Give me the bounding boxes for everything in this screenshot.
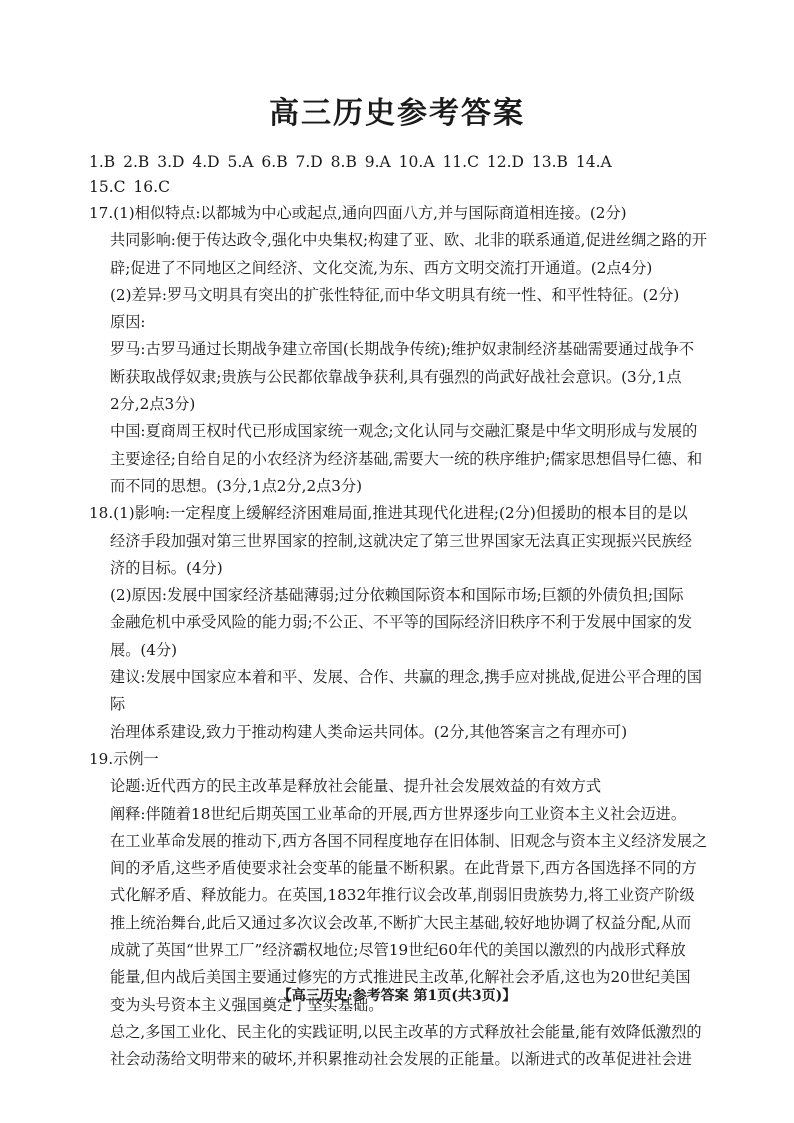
q17-line: 2分,2点3分) <box>110 395 196 414</box>
answer-content <box>89 200 709 1074</box>
q18-line: 济的目标。(4分) <box>110 558 223 577</box>
q17-line: 主要途径;自给自足的小农经济为经济基础,需要大一统的秩序维护;儒家思想倡导仁德、和 <box>110 449 703 468</box>
q17-line: 罗马:古罗马通过长期战争建立帝国(长期战争传统);维护奴隶制经济基础需要通过战争不 <box>110 340 695 359</box>
q19-line: 式化解矛盾、释放能力。在英国,1832年推行议会改革,削弱旧贵族势力,将工业资产阶级 <box>110 886 695 905</box>
q18-line: 治理体系建设,致力于推动构建人类命运共同体。(2分,其他答案言之有理亦可) <box>110 722 628 741</box>
q17-line: 原因: <box>110 313 146 332</box>
page-title: 高三历史参考答案 <box>269 96 525 131</box>
q19-line: 能量,但内战后美国主要通过修宪的方式推进民主改革,化解社会矛盾,这也为20世纪美国 <box>110 968 691 987</box>
q18-line: 建议:发展中国家应本着和平、发展、合作、共赢的理念,携手应对挑战,促进公平合理的国际 <box>110 668 702 714</box>
q17-line: 共同影响:便于传达政令,强化中央集权;构建了亚、欧、北非的联系通道,促进丝绸之路的开 <box>110 231 708 250</box>
q17-line: 17.(1)相似特点:以都城为中心或起点,通向四面八方,并与国际商道相连接。(2分) <box>89 204 627 222</box>
mc-answers-line-2: 15.C 16.C <box>89 178 170 196</box>
q18-line: 展。(4分) <box>110 640 178 659</box>
q19-line: 19.示例一 <box>89 749 159 768</box>
q19-line: 总之,多国工业化、民主化的实践证明,以民主改革的方式释放社会能量,能有效降低激烈的 <box>110 1022 702 1041</box>
q19-line: 阐释:伴随着18世纪后期英国工业革命的开展,西方世界逐步向工业资本主义社会迈进。 <box>110 804 687 823</box>
q19-line: 变为头号资本主义强国奠定了坚实基础。 <box>110 995 384 1014</box>
q17-line: 断获取战俘奴隶;贵族与公民都依靠战争获利,具有强烈的尚武好战社会意识。(3分,1点 <box>110 367 682 386</box>
q19-line: 社会动荡给文明带来的破坏,并积累推动社会发展的正能量。以渐进式的改革促进社会进 <box>110 1050 692 1069</box>
q17-line: 辟;促进了不同地区之间经济、文化交流,为东、西方文明交流打开通道。(2点4分) <box>110 258 653 277</box>
q18-line: 18.(1)影响:一定程度上缓解经济困难局面,推进其现代化进程;(2分)但援助的根本目的是以 <box>89 504 688 523</box>
q19-line: 间的矛盾,这些矛盾使要求社会变革的能量不断积累。在此背景下,西方各国选择不同的方 <box>110 859 697 878</box>
q17-line: 而不同的思想。(3分,1点2分,2点3分) <box>110 476 363 495</box>
page-footer: 【高三历史·参考答案 第1页(共3页)】 <box>277 988 517 1004</box>
q17-line: 中国:夏商周王权时代已形成国家统一观念;文化认同与交融汇聚是中华文明形成与发展的 <box>110 422 698 441</box>
q18-line: (2)原因:发展中国家经济基础薄弱;过分依赖国际资本和国际市场;巨额的外债负担;国际 <box>110 586 684 605</box>
q19-line: 成就了英国“世界工厂”经济霸权地位;尽管19世纪60年代的美国以激烈的内战形式释放 <box>110 941 686 960</box>
q17-line: (2)差异:罗马文明具有突出的扩张性特征,而中华文明具有统一性、和平性特征。(2分) <box>110 285 680 304</box>
q18-line: 经济手段加强对第三世界国家的控制,这就决定了第三世界国家无法真正实现振兴民族经 <box>110 531 692 550</box>
mc-answers-line-1: 1.B 2.B 3.D 4.D 5.A 6.B 7.D 8.B 9.A 10.A 11.C 12.D 13.B 14.A <box>89 153 612 171</box>
q19-line: 论题:近代西方的民主改革是释放社会能量、提升社会发展效益的有效方式 <box>110 777 602 796</box>
q19-line: 推上统治舞台,此后又通过多次议会改革,不断扩大民主基础,较好地协调了权益分配,从而 <box>110 913 692 932</box>
q19-line: 在工业革命发展的推动下,西方各国不同程度地存在旧体制、旧观念与资本主义经济发展之 <box>110 831 708 850</box>
q18-line: 金融危机中承受风险的能力弱;不公正、不平等的国际经济旧秩序不利于发展中国家的发 <box>110 613 693 632</box>
